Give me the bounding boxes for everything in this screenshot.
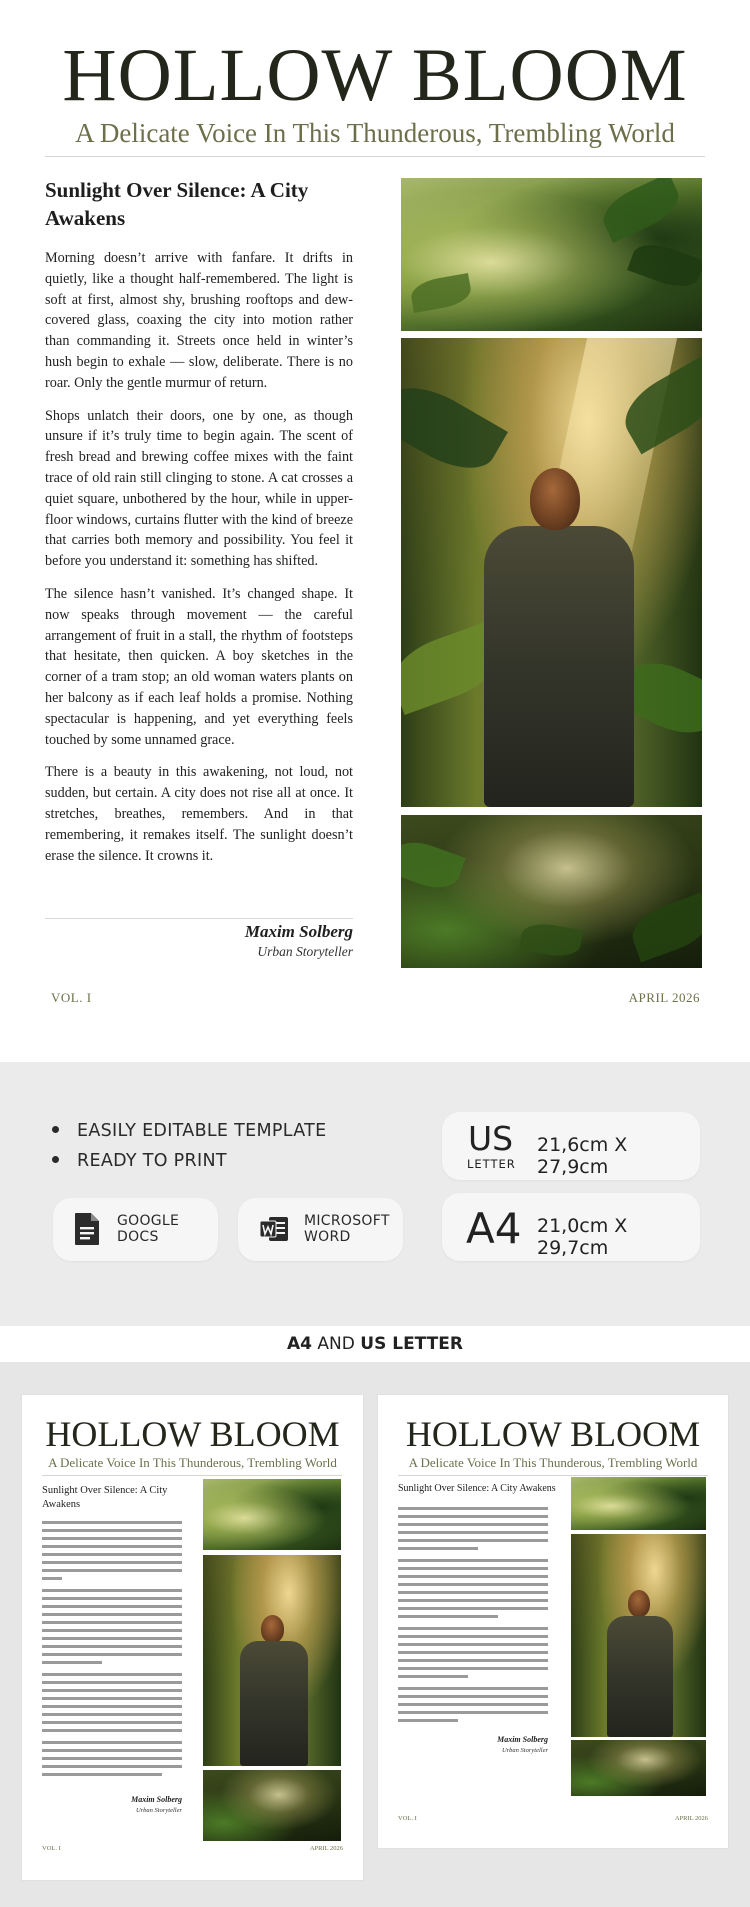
preview-text-line xyxy=(42,1645,182,1648)
preview-masthead: HOLLOW BLOOM xyxy=(45,1414,340,1454)
man-in-sunlit-jungle-photo xyxy=(401,338,702,807)
jungle-canopy-photo xyxy=(401,178,702,331)
google-docs-icon xyxy=(74,1212,100,1246)
preview-text-line xyxy=(42,1561,182,1564)
issue-date: APRIL 2026 xyxy=(628,990,700,1005)
preview-text-line xyxy=(398,1599,548,1602)
size-dimensions: 21,0cm X 29,7cm xyxy=(537,1215,628,1259)
caption-us-letter: US LETTER xyxy=(360,1334,463,1354)
volume-label: VOL. I xyxy=(51,990,92,1005)
signature-divider xyxy=(45,918,353,919)
preview-masthead: HOLLOW BLOOM xyxy=(405,1414,701,1454)
preview-text-line xyxy=(398,1627,548,1630)
caption-and: AND xyxy=(312,1334,361,1354)
preview-text-line xyxy=(398,1539,548,1542)
preview-author-role: Urban Storyteller xyxy=(135,1807,182,1814)
preview-text-line xyxy=(398,1591,548,1594)
preview-text-line xyxy=(398,1643,548,1646)
preview-divider xyxy=(42,1475,342,1476)
us-letter-size-card xyxy=(442,1112,700,1180)
header-divider xyxy=(45,156,705,157)
preview-author: Maxim Solberg xyxy=(497,1735,548,1744)
app-label-line: DOCS xyxy=(117,1229,159,1245)
preview-text-line xyxy=(42,1629,182,1632)
a4-size-card xyxy=(442,1193,700,1261)
leaf-shape xyxy=(627,237,702,294)
preview-text-line xyxy=(398,1675,468,1678)
leaf-shape xyxy=(596,178,685,243)
feature-text: EASILY EDITABLE TEMPLATE xyxy=(77,1121,327,1141)
preview-text-line xyxy=(42,1597,182,1600)
preview-text-line xyxy=(42,1749,182,1752)
leaf-shape xyxy=(401,834,466,896)
preview-canopy-photo xyxy=(571,1477,706,1530)
size-dimensions: 21,6cm X 27,9cm xyxy=(537,1134,628,1178)
preview-text-line xyxy=(42,1673,182,1676)
preview-text-line xyxy=(42,1741,182,1744)
preview-headline: Sunlight Over Silence: A City Awakens xyxy=(42,1485,168,1510)
man-head xyxy=(261,1615,284,1643)
preview-text-line xyxy=(398,1559,548,1562)
feature-text: READY TO PRINT xyxy=(77,1151,227,1171)
preview-text-line xyxy=(42,1713,182,1716)
article-paragraph: There is a beauty in this awakening, not loud, not sudden, but certain. A city does not rise all at once. It stretches, breathes, remembers. And in that remembering, it remakes itself. The sunlight doesn’t erase the silence. It crowns it. xyxy=(45,764,353,864)
preview-text-line xyxy=(42,1721,182,1724)
feature-bullet xyxy=(52,1151,227,1171)
preview-text-line xyxy=(398,1575,548,1578)
preview-text-line xyxy=(42,1605,182,1608)
article-paragraph: The silence hasn’t vanished. It’s changed shape. It now speaks through movement — the careful arrangement of fruit in a stall, the rhythm of footsteps that hesitate, then quicken. A boy sketches in the corner of a tram stop; an old woman waters plants on her balcony as if each leaf holds a promise. Nothing spectacular is happening, and yet everything feels touched by some unnamed grace. xyxy=(45,585,353,748)
article-body xyxy=(45,248,353,878)
preview-text-line xyxy=(398,1687,548,1690)
preview-text-line xyxy=(42,1545,182,1548)
preview-tagline: A Delicate Voice In This Thunderous, Trembling World xyxy=(48,1455,337,1470)
google-docs-card xyxy=(53,1198,218,1261)
app-label-line: WORD xyxy=(304,1229,351,1245)
preview-text-line xyxy=(42,1697,182,1700)
preview-text-line xyxy=(398,1703,548,1706)
app-label xyxy=(304,1213,390,1245)
preview-man-photo xyxy=(203,1555,341,1766)
preview-text-line xyxy=(398,1583,548,1586)
preview-text-line xyxy=(398,1547,478,1550)
article-headline: Sunlight Over Silence: A City Awakens xyxy=(45,178,309,230)
app-label-line: GOOGLE xyxy=(117,1213,180,1229)
preview-canopy-photo xyxy=(203,1479,341,1550)
preview-text-line xyxy=(42,1521,182,1524)
preview-text-line xyxy=(42,1661,102,1664)
preview-text-line xyxy=(42,1689,182,1692)
preview-text-line xyxy=(398,1507,548,1510)
microsoft-word-card xyxy=(238,1198,403,1261)
preview-text-line xyxy=(42,1577,62,1580)
leaf-shape xyxy=(409,273,473,313)
preview-text-line xyxy=(398,1651,548,1654)
forest-path-photo xyxy=(401,815,702,968)
preview-text-line xyxy=(42,1681,182,1684)
preview-text-line xyxy=(398,1695,548,1698)
man-figure xyxy=(484,526,634,807)
preview-text-line xyxy=(42,1569,182,1572)
preview-text-line xyxy=(42,1773,162,1776)
preview-text-line xyxy=(398,1659,548,1662)
size-name: A4 xyxy=(466,1204,522,1253)
preview-divider xyxy=(398,1475,708,1476)
leaf-shape xyxy=(401,372,508,484)
app-label xyxy=(117,1213,179,1245)
preview-volume: VOL. I xyxy=(398,1815,417,1822)
author-name: Maxim Solberg xyxy=(244,922,353,941)
preview-text-line xyxy=(42,1757,182,1760)
masthead-tagline: A Delicate Voice In This Thunderous, Trembling World xyxy=(75,118,675,148)
preview-date: APRIL 2026 xyxy=(674,1815,708,1822)
preview-text-line xyxy=(42,1537,182,1540)
preview-date: APRIL 2026 xyxy=(309,1845,343,1852)
us-letter-preview xyxy=(378,1395,728,1848)
caption-a4: A4 xyxy=(287,1334,313,1354)
masthead-title: HOLLOW BLOOM xyxy=(62,34,688,117)
leaf-shape xyxy=(519,920,583,960)
preview-text-line xyxy=(398,1607,548,1610)
preview-text-line xyxy=(398,1515,548,1518)
preview-text-line xyxy=(398,1523,548,1526)
preview-text-line xyxy=(398,1635,548,1638)
preview-headline: Sunlight Over Silence: A City Awakens xyxy=(398,1483,556,1494)
preview-path-photo xyxy=(571,1740,706,1796)
preview-volume: VOL. I xyxy=(42,1845,61,1852)
preview-text-line xyxy=(42,1729,182,1732)
preview-text-line xyxy=(42,1613,182,1616)
size-name: US xyxy=(468,1119,514,1158)
article-paragraph: Shops unlatch their doors, one by one, as though unsure if it’s truly time to begin again. The scent of fresh bread and brewing coffee mixes with the faint trace of old rain still clinging to stone. A cat crosses a quiet square, unbothered by the hour, while in upper-floor windows, curtains flutter with the kind of breeze that carries both memory and possibility. You feel it before you understand it: something has shifted. xyxy=(45,407,353,570)
preview-text-line xyxy=(42,1637,182,1640)
preview-text-line xyxy=(42,1589,182,1592)
format-previews xyxy=(0,1362,750,1907)
a4-preview xyxy=(22,1395,363,1880)
preview-text-line xyxy=(398,1567,548,1570)
preview-text-line xyxy=(42,1705,182,1708)
preview-author-role: Urban Storyteller xyxy=(501,1747,548,1754)
format-caption xyxy=(0,1334,750,1354)
app-label-line: MICROSOFT xyxy=(304,1213,390,1229)
preview-text-line xyxy=(398,1711,548,1714)
man-head xyxy=(628,1590,650,1617)
leaf-shape xyxy=(626,893,702,963)
preview-text-line xyxy=(398,1719,458,1722)
preview-text-line xyxy=(398,1615,498,1618)
size-subname: LETTER xyxy=(467,1157,516,1171)
man-head xyxy=(530,468,580,530)
microsoft-word-icon xyxy=(259,1212,289,1246)
preview-text-line xyxy=(398,1531,548,1534)
preview-tagline: A Delicate Voice In This Thunderous, Trembling World xyxy=(408,1455,698,1470)
features-band xyxy=(0,1062,750,1326)
preview-text-line xyxy=(42,1529,182,1532)
article-paragraph: Morning doesn’t arrive with fanfare. It drifts in quietly, like a thought half-remembered. The light is soft at first, almost shy, brushing rooftops and dew-covered glass, coaxing the city into motion rather than commanding it. Streets once held in winter’s hush begin to exhale — slow, deliberate. There is no roar. Only the gentle murmur of return. xyxy=(45,250,353,391)
preview-path-photo xyxy=(203,1770,341,1841)
preview-text-line xyxy=(42,1765,182,1768)
author-role: Urban Storyteller xyxy=(257,944,353,959)
preview-man-photo xyxy=(571,1534,706,1737)
preview-text-line xyxy=(42,1553,182,1556)
man-figure xyxy=(607,1616,673,1737)
bullet-dot xyxy=(52,1126,59,1133)
man-figure xyxy=(240,1641,308,1766)
preview-text-line xyxy=(398,1667,548,1670)
preview-text-line xyxy=(42,1653,182,1656)
preview-text-line xyxy=(42,1621,182,1624)
preview-author: Maxim Solberg xyxy=(131,1795,182,1804)
feature-bullet xyxy=(52,1121,326,1141)
bullet-dot xyxy=(52,1156,59,1163)
